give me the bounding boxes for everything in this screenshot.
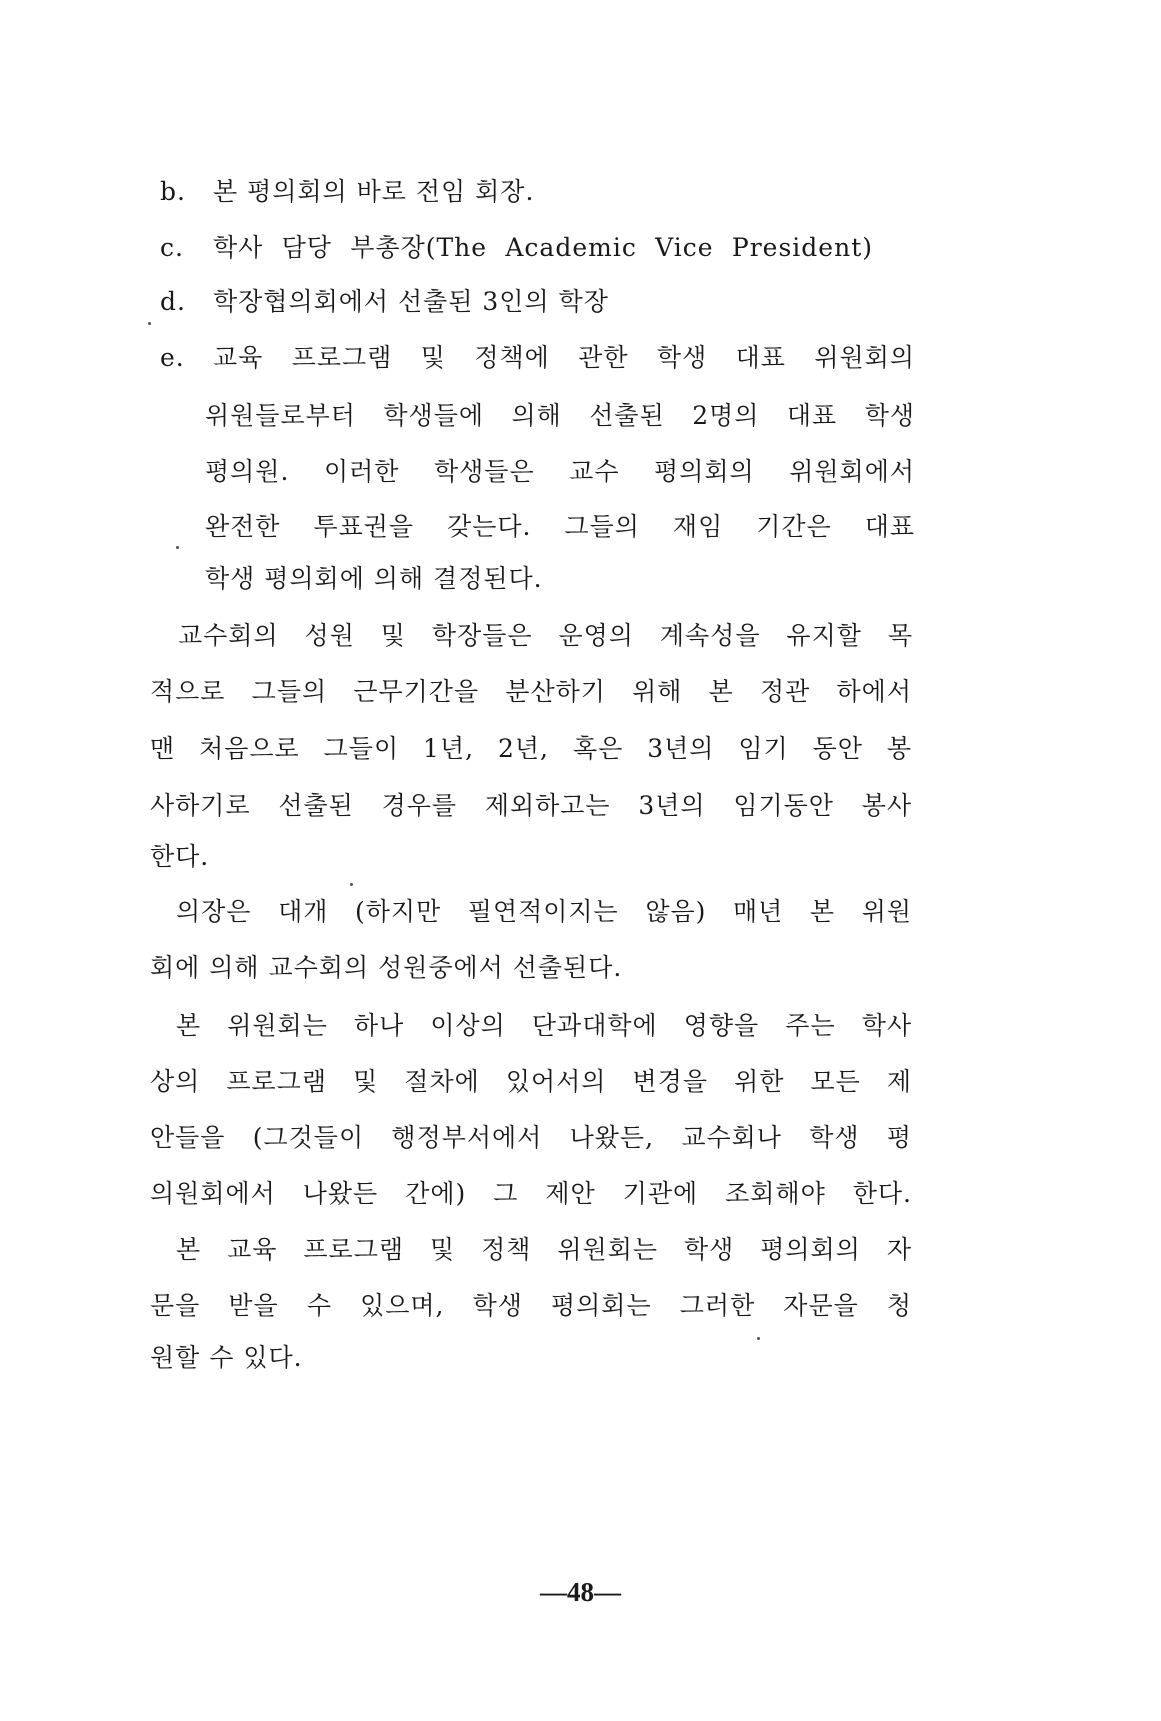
paragraph-text: 의원회에서 나왔든 간에) 그 제안 기관에 조회해야 한다. [150, 1179, 912, 1208]
paragraph-text: 의장은 대개 (하지만 필연적이지는 않음) 매년 본 위원 [176, 897, 912, 926]
list-item-text: 완전한 투표권을 갖는다. 그들의 재임 기간은 대표 [205, 512, 915, 541]
list-marker: e. [160, 343, 185, 372]
paragraph-text: 본 교육 프로그램 및 정책 위원회는 학생 평의회의 자 [176, 1235, 912, 1264]
list-marker: c. [160, 233, 184, 262]
list-item-text: 평의원. 이러한 학생들은 교수 평의회의 위원회에서 [205, 457, 915, 486]
list-marker: d. [160, 287, 186, 316]
scan-speck [176, 546, 179, 549]
paragraph-text: 회에 의해 교수회의 성원중에서 선출된다. [150, 953, 623, 982]
list-item-text: 교육 프로그램 및 정책에 관한 학생 대표 위원회의 [213, 343, 915, 372]
list-item-text: 본 평의회의 바로 전임 회장. [213, 177, 535, 206]
scan-speck [757, 1337, 760, 1340]
list-item-text: 학생 평의회에 의해 결정된다. [205, 564, 543, 593]
scan-speck [350, 883, 353, 886]
list-item-text: 학장협의회에서 선출된 3인의 학장 [213, 287, 609, 316]
paragraph-text: 원할 수 있다. [150, 1343, 303, 1372]
scan-speck [148, 322, 151, 325]
paragraph-text: 맨 처음으로 그들이 1년, 2년, 혹은 3년의 임기 동안 봉 [150, 734, 912, 763]
paragraph-text: 교수회의 성원 및 학장들은 운영의 계속성을 유지할 목 [178, 621, 913, 650]
paragraph-text: 상의 프로그램 및 절차에 있어서의 변경을 위한 모든 제 [150, 1067, 912, 1096]
paragraph-text: 문을 받을 수 있으며, 학생 평의회는 그러한 자문을 청 [150, 1291, 912, 1320]
page-number: —48— [540, 1577, 621, 1607]
paragraph-text: 적으로 그들의 근무기간을 분산하기 위해 본 정관 하에서 [150, 677, 912, 706]
paragraph-text: 사하기로 선출된 경우를 제외하고는 3년의 임기동안 봉사 [150, 791, 912, 820]
paragraph-text: 한다. [150, 842, 210, 871]
paragraph-text: 안들을 (그것들이 행정부서에서 나왔든, 교수회나 학생 평 [150, 1123, 912, 1152]
list-item-text: 위원들로부터 학생들에 의해 선출된 2명의 대표 학생 [205, 401, 915, 430]
list-marker: b. [160, 177, 186, 206]
paragraph-text: 본 위원회는 하나 이상의 단과대학에 영향을 주는 학사 [176, 1011, 912, 1040]
list-item-text: 학사 담당 부총장(The Academic Vice President) [213, 233, 873, 262]
